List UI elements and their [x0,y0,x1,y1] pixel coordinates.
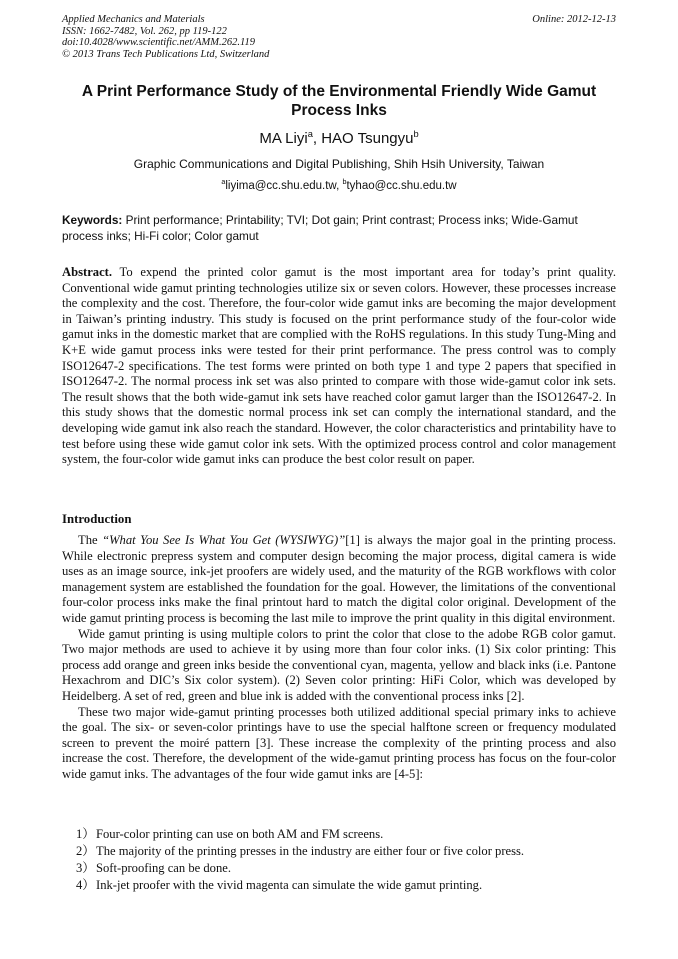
list-text: Ink-jet proofer with the vivid magenta can simulate the wide gamut printing. [96,878,483,892]
email-1[interactable]: liyima@cc.shu.edu.tw, [225,180,340,192]
abstract-text: To expend the printed color gamut is the most important area for today’s print quality. Conventional wide gamut printing technologies utilize six or seven colors. However, these processes increase the complexity and the cost. Therefore, the four-color wide gamut inks are becoming the major development in Taiwan’s printing industry. This study is focused on the print performance study of the four-color wide gamut inks in the domestic market that are complied with the RoHS regulations. In this study Tung-Ming and K+E wide gamut process inks were tested for their print performance. The press control was to comply ISO12647-2 specifications. The test forms were printed on both type 1 and type 2 papers that specified in ISO12647-2. The normal process ink set was also printed to compare with those wide-gamut color ink sets. The result shows that the both wide-gamut ink sets have reached color gamut larger than the ISO12647-2. In this study shows that the domestic normal process ink set can comply the international standard, and the developing wide gamut ink also reach the standard. However, the color characteristics and printability have to test before using these wide gamut color ink sets. With the optimized process control and color management system, the four-color wide gamut inks can produce the best color result on paper. [62,265,616,467]
email-2-sup: b [342,178,347,187]
list-number: 4） [76,878,95,892]
author-separator: , [312,130,322,147]
keywords-label: Keywords: [62,213,123,227]
affiliation: Graphic Communications and Digital Publishing, Shih Hsih University, Taiwan [133,157,545,171]
email-2[interactable]: tyhao@cc.shu.edu.tw [346,180,457,192]
intro-paragraph-2: Wide gamut printing is using multiple colors to print the color that close to the adobe RGB color gamut. Two major methods are used to achieve it by using more than four color inks. (1) Six color printing: This process add orange and green inks beside the conventional cyan, magenta, yellow and black inks (i.e. Pantone Hexachrom and DIC’s Six color system). (2) Seven color printing: HiFi Color, which was developed by Heidelberg. A set of red, green and blue ink is added with the conventional process inks [2]. [62,626,616,703]
list-text: The majority of the printing presses in the industry are either four or five color press. [96,844,525,858]
p1-pre: The [78,533,103,547]
list-number: 2） [76,844,95,858]
copyright-line: © 2013 Trans Tech Publications Ltd, Switzerland [62,48,270,60]
list-text: Four-color printing can use on both AM and FM screens. [96,827,384,841]
list-text: Soft-proofing can be done. [96,861,231,875]
journal-name: Applied Mechanics and Materials [62,14,205,25]
author-1: MA Liyi [259,130,308,147]
list-number: 3） [76,861,95,875]
p1-italic: “What You See Is What You Get (WYSIWYG)” [102,533,346,547]
list-item [62,877,616,894]
journal-header [62,14,616,60]
doi-line: doi:10.4028/www.scientific.net/AMM.262.119 [62,37,255,48]
abstract-block [62,265,616,468]
author-2: HAO Tsungyu [321,130,414,147]
intro-paragraph-3: These two major wide-gamut printing processes both utilized additional special primary inks to achieve the goal. The six- or seven-color printings have to use the special halftone screen or frequency modulated screen to prevent the moiré pattern [3]. These increase the complexity of the printing process and also increase the cost. Therefore, the development of the wide-gamut printing process has focus on the four-color wide gamut inks. The advantages of the four wide gamut inks are [4-5]: [62,704,616,781]
abstract-label: Abstract. [62,265,113,279]
author-2-sup: b [413,129,419,139]
p1-post: [1] is always the major goal in the printing process. While electronic prepress system and computer design becoming the major process, digital camera is wide uses as an image source, ink-jet proofers are widely used, and the maturity of the RGB workflows with color management system are established the foundation for the goal. However, the limitations of the conventional four-color process inks make the final printout hard to match the digital color original. Development of the wide gamut printing process is becoming the last mile to improve the print quality in this digital environment. [62,533,616,625]
online-date: Online: 2012-12-13 [532,14,616,25]
list-number: 1） [76,827,95,841]
introduction-heading: Introduction [62,512,132,526]
keywords-block [62,213,616,244]
list-item [62,826,616,843]
paper-title: A Print Performance Study of the Environmental Friendly Wide Gamut Process Inks [81,83,597,119]
list-item [62,843,616,860]
issn-line: ISSN: 1662-7482, Vol. 262, pp 119-122 [62,25,227,37]
keywords-text: Print performance; Printability; TVI; Dot gain; Print contrast; Process inks; Wide-Gamut process inks; Hi-Fi color; Color gamut [62,213,578,243]
advantages-list [62,826,616,894]
email-1-sup: a [221,178,226,187]
intro-paragraph-1 [62,533,616,627]
author-1-sup: a [307,129,313,139]
list-item [62,860,616,877]
author-line [62,130,616,147]
email-line [62,180,616,192]
introduction-body [62,533,616,783]
